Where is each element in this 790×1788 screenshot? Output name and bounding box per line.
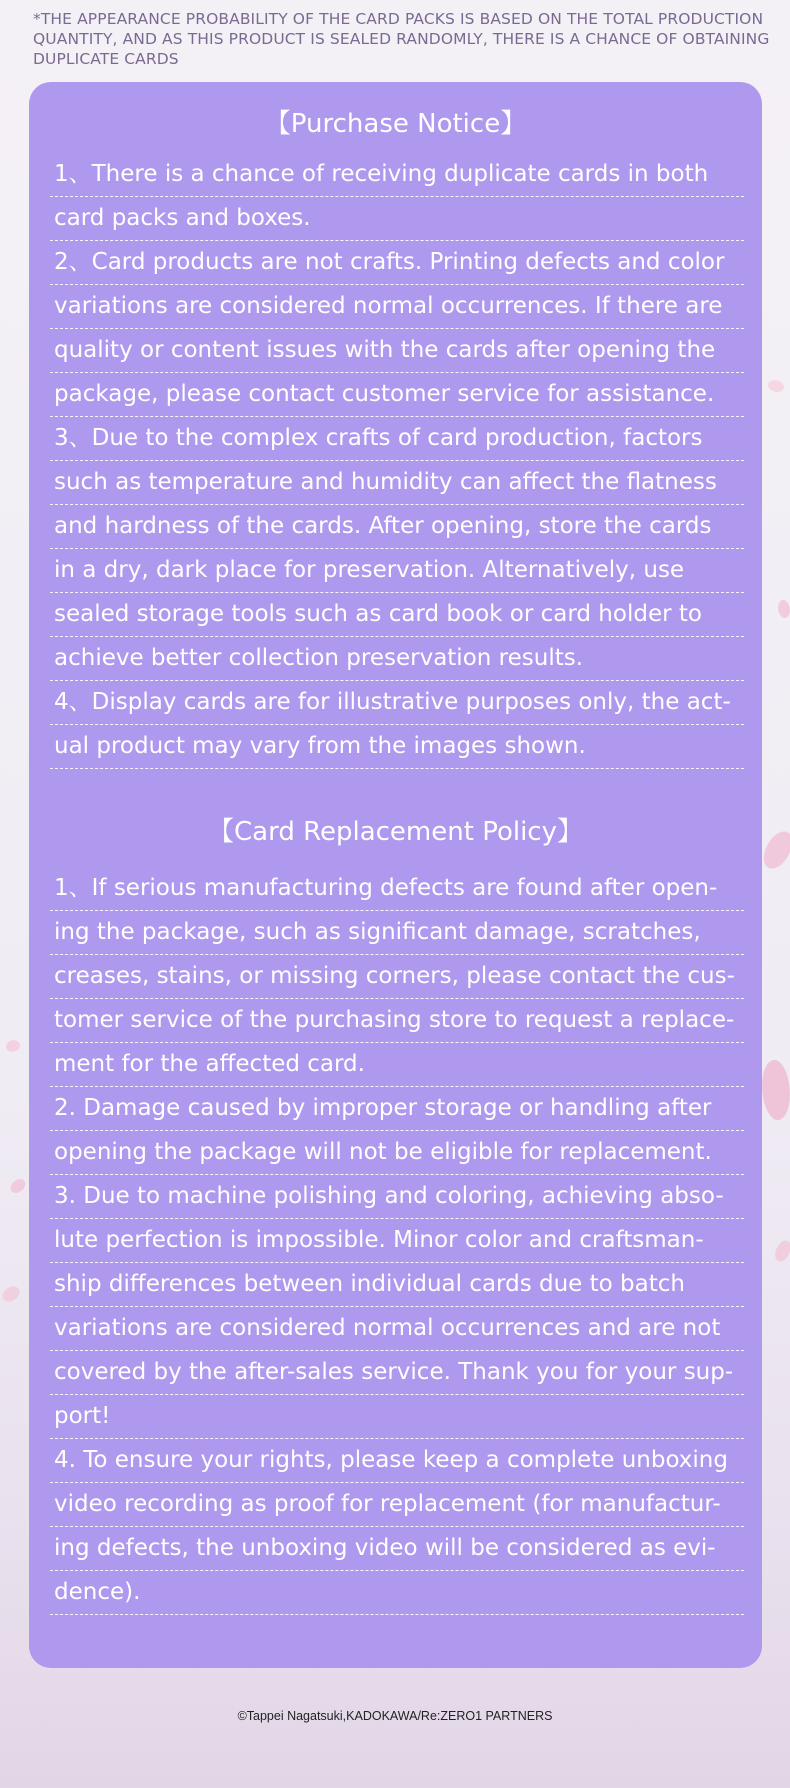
purchase-notice-line: card packs and boxes. [50, 197, 744, 241]
replacement-policy-line: lute perfection is impossible. Minor color and craftsman- [50, 1219, 744, 1263]
replacement-policy-line: dence). [50, 1571, 744, 1615]
replacement-policy-line: video recording as proof for replacement (for manufactur- [50, 1483, 744, 1527]
replacement-policy-list [50, 867, 744, 1615]
purchase-notice-line: 1、There is a chance of receiving duplicate cards in both [50, 153, 744, 197]
replacement-policy-line: port! [50, 1395, 744, 1439]
replacement-policy-line: 4. To ensure your rights, please keep a complete unboxing [50, 1439, 744, 1483]
purchase-notice-line: variations are considered normal occurrences. If there are [50, 285, 744, 329]
replacement-policy-line: 2. Damage caused by improper storage or handling after [50, 1087, 744, 1131]
replacement-policy-line: opening the package will not be eligible for replacement. [50, 1131, 744, 1175]
petal-decoration [8, 1177, 28, 1195]
purchase-notice-line: 4、Display cards are for illustrative purposes only, the act- [50, 681, 744, 725]
petal-decoration [773, 1239, 790, 1264]
purchase-notice-line: such as temperature and humidity can affect the flatness [50, 461, 744, 505]
replacement-policy-line: 1、If serious manufacturing defects are found after open- [50, 867, 744, 911]
purchase-notice-line: quality or content issues with the cards after opening the [50, 329, 744, 373]
petal-decoration [760, 827, 790, 873]
disclaimer-text: *THE APPEARANCE PROBABILITY OF THE CARD PACKS IS BASED ON THE TOTAL PRODUCTION QUANTITY, AND AS THIS PRODUCT IS SEALED RANDOMLY, THERE IS A CHANCE OF OBTAINING DUPLICATE CARDS [33, 10, 770, 68]
replacement-policy-line: tomer service of the purchasing store to request a replace- [50, 999, 744, 1043]
replacement-policy-line: ing defects, the unboxing video will be considered as evi- [50, 1527, 744, 1571]
replacement-policy-line: ship differences between individual cards due to batch [50, 1263, 744, 1307]
replacement-policy-line: ing the package, such as significant damage, scratches, [50, 911, 744, 955]
replacement-policy-line: covered by the after-sales service. Thank you for your sup- [50, 1351, 744, 1395]
petal-decoration [766, 377, 786, 395]
replacement-policy-heading: 【Card Replacement Policy】 [208, 817, 583, 847]
purchase-notice-line: in a dry, dark place for preservation. Alternatively, use [50, 549, 744, 593]
replacement-policy-line: creases, stains, or missing corners, please contact the cus- [50, 955, 744, 999]
purchase-notice-line: ual product may vary from the images shown. [50, 725, 744, 769]
petal-decoration [775, 598, 790, 619]
petal-decoration [0, 1283, 22, 1306]
purchase-notice-line: package, please contact customer service for assistance. [50, 373, 744, 417]
purchase-notice-line: achieve better collection preservation results. [50, 637, 744, 681]
petal-decoration [5, 1039, 21, 1053]
purchase-notice-line: 2、Card products are not crafts. Printing defects and color [50, 241, 744, 285]
purchase-notice-list [50, 153, 744, 769]
purchase-notice-line: 3、Due to the complex crafts of card production, factors [50, 417, 744, 461]
replacement-policy-line: variations are considered normal occurrences and are not [50, 1307, 744, 1351]
purchase-notice-line: sealed storage tools such as card book or card holder to [50, 593, 744, 637]
replacement-policy-line: 3. Due to machine polishing and coloring, achieving abso- [50, 1175, 744, 1219]
purchase-notice-heading: 【Purchase Notice】 [264, 109, 527, 139]
purchase-notice-line: and hardness of the cards. After opening, store the cards [50, 505, 744, 549]
copyright-notice: ©Tappei Nagatsuki,KADOKAWA/Re:ZERO1 PARTNERS [237, 1709, 553, 1723]
notice-panel [29, 82, 762, 1668]
replacement-policy-line: ment for the affected card. [50, 1043, 744, 1087]
